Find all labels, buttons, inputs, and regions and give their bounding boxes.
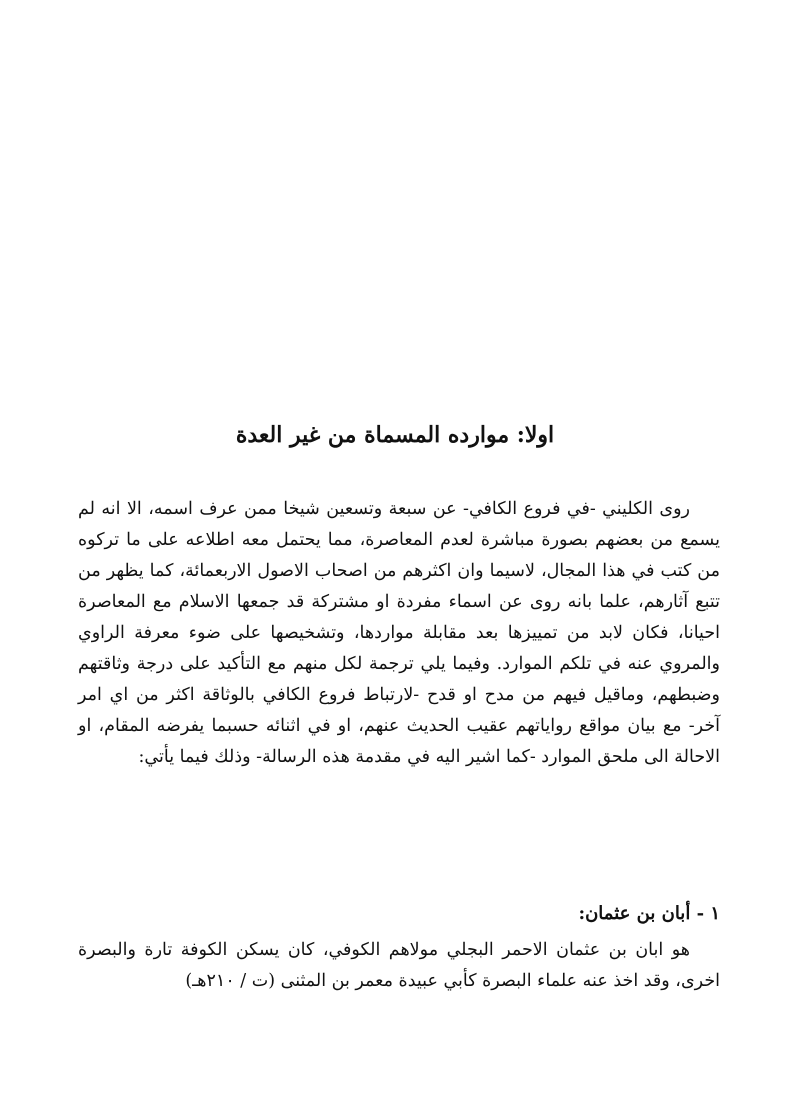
intro-paragraph-text: روى الكليني -في فروع الكافي- عن سبعة وتسعين شيخا ممن عرف اسمه، الا انه لم يسمع من بعضهم بصورة مباشرة لعدم المعاصرة، مما يحتمل معه اطلاعه على ما تركوه من كتب في هذا المجال، لاسيما وان اكثرهم من اصحاب الاصول الاربعمائة، كما يظهر من تتبع آثارهم، علما بانه روى عن اسماء مفردة او مشتركة قد جمعها الاسلام مع المعاصرة احيانا، فكان لابد من تمييزها بعد مقابلة مواردها، وتشخيصها على ضوء معرفة الراوي والمروي عنه في تلكم الموارد. وفيما يلي ترجمة لكل منهم مع التأكيد على درجة وثاقتهم وضبطهم، وماقيل فيهم من مدح او قدح -لارتباط فروع الكافي بالوثاقة اكثر من اي امر آخر- مع بيان مواقع رواياتهم عقيب الحديث عنهم، او في اثنائه حسبما يفرضه المقام، او الاحالة الى ملحق الموارد -كما اشير اليه في مقدمة هذه الرسالة- وذلك فيما يأتي: [78,499,720,767]
intro-block [78,494,720,773]
section-heading: اولا: موارده المسماة من غير العدة [235,422,555,448]
entry-block [78,898,720,997]
entry-paragraph-text: هو ابان بن عثمان الاحمر البجلي مولاهم الكوفي، كان يسكن الكوفة تارة والبصرة اخرى، وقد اخذ عنه علماء البصرة كأبي عبيدة معمر بن المثنى (ت / ٢١٠هـ) [78,940,720,991]
entry-heading: ١ - أبان بن عثمان: [578,903,720,924]
entry-paragraph [78,935,720,997]
intro-paragraph [78,494,720,773]
